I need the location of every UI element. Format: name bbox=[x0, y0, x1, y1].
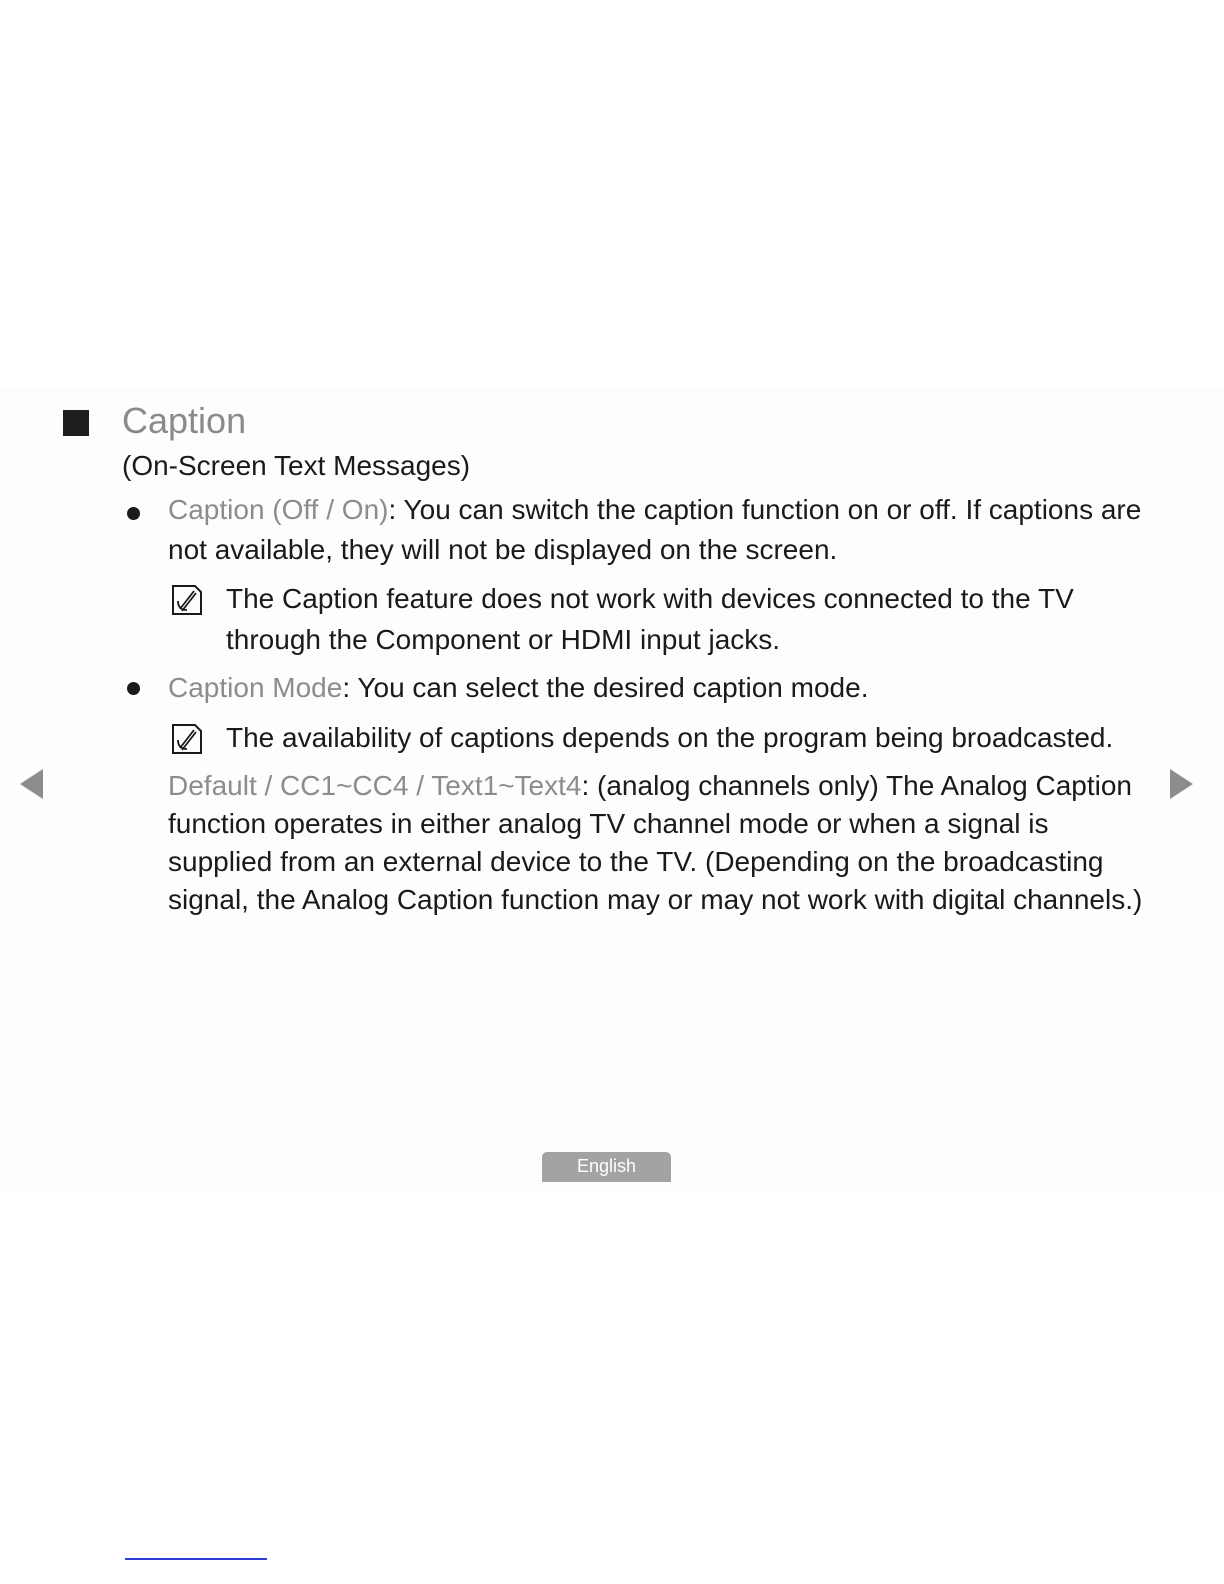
note-text: The availability of captions depends on the program being broadcasted. bbox=[226, 722, 1114, 753]
arrow-right-icon[interactable] bbox=[1170, 769, 1193, 799]
square-bullet-icon bbox=[63, 410, 89, 436]
sub-item-text: : (analog channels only) The Analog Caption function operates in either analog TV channel mode or when a signal is supplied from an external device to the TV. (Depending on the broadcasting signal, the Analog Caption function may or may not work with digital channels.) bbox=[168, 770, 1143, 915]
note-text: The Caption feature does not work with devices connected to the TV through the Component or HDMI input jacks. bbox=[226, 583, 1074, 655]
sub-item-label: Default / CC1~CC4 / Text1~Text4 bbox=[168, 770, 582, 801]
sub-item-default bbox=[168, 767, 1158, 919]
list-item-caption bbox=[168, 490, 1158, 570]
list-item-caption-mode bbox=[168, 668, 1158, 708]
item-text: : You can select the desired caption mode. bbox=[342, 672, 869, 703]
dot-bullet-icon bbox=[127, 682, 140, 695]
arrow-left-icon[interactable] bbox=[20, 769, 43, 799]
section-subtitle: (On-Screen Text Messages) bbox=[122, 450, 471, 481]
footer-divider bbox=[125, 1558, 267, 1560]
item-label: Caption Mode bbox=[168, 672, 343, 703]
language-tab[interactable]: English bbox=[542, 1152, 671, 1182]
dot-bullet-icon bbox=[127, 507, 140, 520]
section-title: Caption bbox=[122, 400, 247, 441]
note-icon bbox=[170, 722, 204, 756]
item-text: : You can switch the caption function on or off. If captions are not available, they will not be displayed on the screen. bbox=[168, 494, 1142, 565]
note-icon bbox=[170, 583, 204, 617]
item-label: Caption (Off / On) bbox=[168, 494, 389, 525]
